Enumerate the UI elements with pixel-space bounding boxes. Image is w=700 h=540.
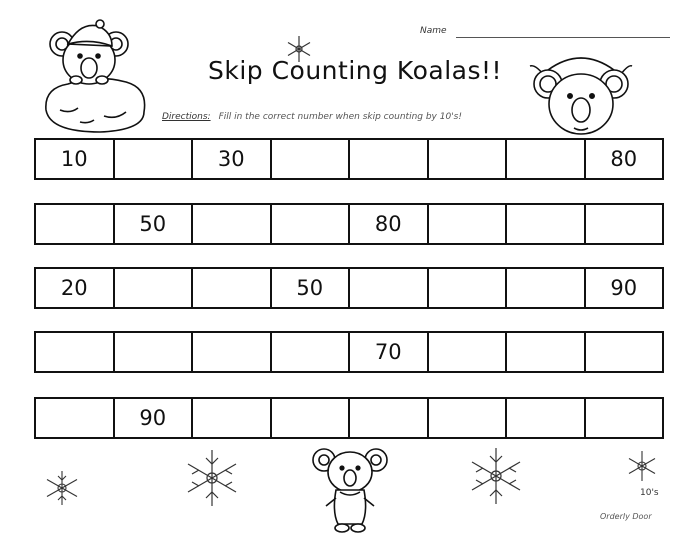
number-cell[interactable]: 90 <box>584 269 663 307</box>
name-line <box>456 37 670 38</box>
directions-text: Fill in the correct number when skip counting by 10's! <box>218 112 462 122</box>
number-cell[interactable] <box>505 140 584 178</box>
number-cell[interactable] <box>113 140 192 178</box>
credit-text: Orderly Door <box>600 512 652 521</box>
number-cell[interactable]: 80 <box>348 205 427 243</box>
number-cell[interactable] <box>505 399 584 437</box>
number-cell[interactable] <box>191 333 270 371</box>
number-cell[interactable] <box>348 269 427 307</box>
name-label: Name <box>420 26 447 36</box>
directions-label: Directions: <box>162 112 211 122</box>
number-cell[interactable] <box>36 205 113 243</box>
number-cell[interactable] <box>427 333 506 371</box>
number-cell[interactable] <box>427 269 506 307</box>
number-cell[interactable] <box>348 399 427 437</box>
number-cell[interactable]: 70 <box>348 333 427 371</box>
snowflake-icon <box>464 444 528 508</box>
number-row-5 <box>34 397 664 439</box>
standing-koala-icon <box>310 442 390 536</box>
koala-with-earmuffs-icon <box>526 50 636 142</box>
number-cell[interactable] <box>36 399 113 437</box>
number-cell[interactable] <box>270 333 349 371</box>
number-cell[interactable]: 10 <box>60 147 88 171</box>
number-cell[interactable]: 90 <box>113 399 192 437</box>
number-cell[interactable] <box>505 333 584 371</box>
number-cell[interactable] <box>270 140 349 178</box>
snowflake-icon <box>180 446 244 510</box>
number-cell[interactable] <box>584 333 663 371</box>
koala-on-rock-icon <box>40 18 152 136</box>
number-cell[interactable]: 50 <box>270 269 349 307</box>
number-cell[interactable]: 30 <box>191 140 270 178</box>
number-cell[interactable] <box>191 205 270 243</box>
number-cell[interactable] <box>427 205 506 243</box>
number-cell[interactable] <box>505 269 584 307</box>
number-cell[interactable] <box>584 205 663 243</box>
number-row-1 <box>34 138 664 180</box>
page-title: Skip Counting Koalas!! <box>207 56 503 85</box>
number-cell[interactable] <box>584 399 663 437</box>
number-cell[interactable] <box>427 140 506 178</box>
number-cell[interactable] <box>113 333 192 371</box>
number-cell[interactable] <box>191 269 270 307</box>
snowflake-icon <box>42 468 82 508</box>
number-cell[interactable]: 50 <box>113 205 192 243</box>
number-row-4 <box>34 331 664 373</box>
number-cell[interactable] <box>505 205 584 243</box>
number-cell[interactable] <box>36 333 113 371</box>
number-cell[interactable]: 80 <box>584 140 663 178</box>
number-row-3 <box>34 267 664 309</box>
number-cell[interactable] <box>270 399 349 437</box>
directions <box>162 112 522 122</box>
number-row-2 <box>34 203 664 245</box>
snowflake-icon <box>284 34 314 64</box>
number-cell[interactable] <box>348 140 427 178</box>
number-cell[interactable]: 20 <box>60 276 88 300</box>
name-field <box>420 26 670 42</box>
snowflake-icon <box>624 448 660 484</box>
number-cell[interactable] <box>191 399 270 437</box>
number-cell[interactable] <box>427 399 506 437</box>
number-cell[interactable] <box>270 205 349 243</box>
number-cell[interactable] <box>113 269 192 307</box>
skip-count-label: 10's <box>640 488 659 498</box>
